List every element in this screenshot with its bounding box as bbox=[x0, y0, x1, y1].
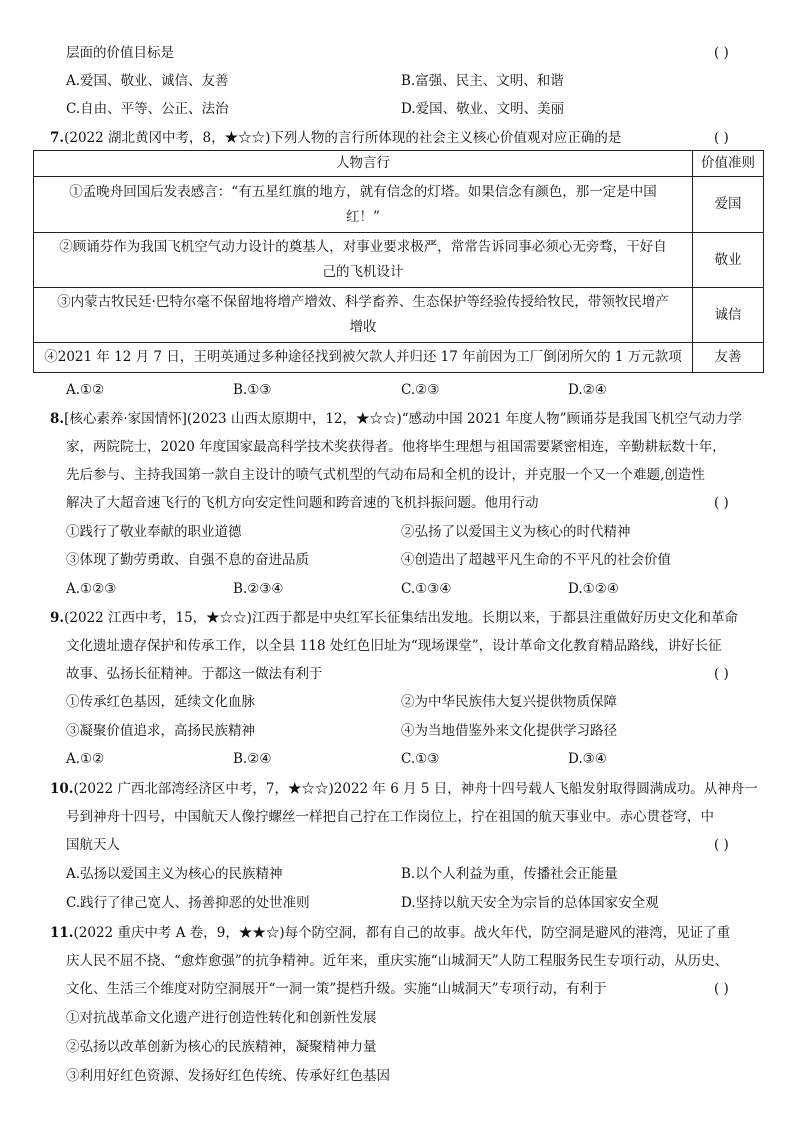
q6-answer-paren: ( ) bbox=[714, 45, 729, 61]
q10-stem-text: (2022 广西北部湾经济区中考，7，★☆☆)2022 年 6 月 5 日，神舟十四号载人飞船发射取得圆满成功。从神舟一 bbox=[73, 781, 758, 797]
table-cell-value: 友善 bbox=[693, 343, 764, 373]
q9-statement-1: ①传承红色基因，延续文化血脉 bbox=[66, 694, 255, 710]
q10-answer-paren: ( ) bbox=[714, 837, 729, 853]
q11-stem-line: 文化、生活三个维度对防空洞展开“一洞一策”提档升级。实施“山城洞天”专项行动，有利于 bbox=[66, 981, 607, 997]
q8-stem-text: [核心素养·家国情怀](2023 山西太原期中，12，★☆☆)“感动中国 2021 年度人物”顾诵芬是我国飞机空气动力学 bbox=[64, 411, 743, 427]
q7-option-d: D.②④ bbox=[568, 382, 607, 398]
q8-statement-2: ②弘扬了以爱国主义为核心的时代精神 bbox=[401, 524, 631, 540]
q7-table bbox=[33, 150, 764, 373]
q8-answer-paren: ( ) bbox=[714, 495, 729, 511]
q7-option-a: A.①② bbox=[66, 382, 105, 398]
q11-statement-3: ③利用好红色资源、发扬好红色传统、传承好红色基因 bbox=[66, 1068, 390, 1084]
q8-stem-line bbox=[50, 410, 742, 428]
q10-stem-line bbox=[50, 780, 758, 798]
deed-line: 增收 bbox=[349, 319, 377, 335]
q8-stem-line: 家，两院院士，2020 年度国家最高科学技术奖获得者。他将毕生理想与祖国需要紧密相连，辛勤耕耘数十年， bbox=[66, 439, 726, 455]
q8-stem-line: 先后参与、主持我国第一款自主设计的喷气式机型的气动布局和全机的设计，并克服一个又一个难题,创造性 bbox=[66, 467, 705, 483]
q9-answer-paren: ( ) bbox=[714, 666, 729, 682]
q6-option-d: D.爱国、敬业、文明、美丽 bbox=[401, 101, 565, 117]
q10-option-b: B.以个人利益为重，传播社会正能量 bbox=[401, 866, 618, 882]
table-cell-deed bbox=[34, 177, 693, 233]
q9-statement-4: ④为当地借鉴外来文化提供学习路径 bbox=[401, 723, 617, 739]
q10-number: 10. bbox=[50, 781, 74, 797]
table-cell-deed bbox=[34, 233, 693, 288]
q11-number: 11. bbox=[50, 925, 74, 941]
q8-option-a: A.①②③ bbox=[66, 581, 117, 597]
q7-answer-paren: ( ) bbox=[714, 130, 729, 146]
q8-option-b: B.②③④ bbox=[233, 581, 284, 597]
q10-stem-line: 号到神舟十四号，中国航天人像拧螺丝一样把自己拧在工作岗位上，拧在祖国的航天事业中。赤心贯苍穹，中 bbox=[66, 809, 714, 825]
q8-option-d: D.①②④ bbox=[568, 581, 619, 597]
deed-line: ④2021 年 12 月 7 日，王明英通过多种途径找到被欠款人并归还 17 年前因为工厂倒闭所欠的 1 万元款项 bbox=[44, 349, 682, 365]
q7-stem bbox=[50, 129, 621, 147]
q11-stem-text: (2022 重庆中考 A 卷，9，★★☆)每个防空洞，都有自己的故事。战火年代，防空洞是避风的港湾，见证了重 bbox=[73, 925, 731, 941]
table-header-value: 价值准则 bbox=[693, 151, 764, 177]
q11-stem-line: 庆人民不屈不挠、“愈炸愈强”的抗争精神。近年来，重庆实施“山城洞天”人防工程服务民生专项行动，从历史、 bbox=[66, 953, 729, 969]
q8-statement-4: ④创造出了超越平凡生命的不平凡的社会价值 bbox=[401, 552, 671, 568]
q9-option-d: D.③④ bbox=[568, 751, 607, 767]
q6-option-c: C.自由、平等、公正、法治 bbox=[66, 101, 229, 117]
table-cell-deed bbox=[34, 288, 693, 343]
q8-option-c: C.①③④ bbox=[401, 581, 452, 597]
table-row bbox=[34, 233, 764, 288]
q7-option-b: B.①③ bbox=[233, 382, 272, 398]
q9-stem-line bbox=[50, 609, 738, 627]
deed-line: ①孟晚舟回国后发表感言：“有五星红旗的地方，就有信念的灯塔。如果信念有颜色，那一定是中国 bbox=[69, 183, 657, 200]
q11-statement-1: ①对抗战革命文化遗产进行创造性转化和创新性发展 bbox=[66, 1010, 377, 1026]
deed-line: ③内蒙古牧民廷·巴特尔毫不保留地将增产增效、科学畜养、生态保护等经验传授给牧民，带领牧民增产 bbox=[57, 294, 669, 310]
deed-line: 己的飞机设计 bbox=[322, 264, 404, 280]
q9-stem-line: 故事、弘扬长征精神。于都这一做法有利于 bbox=[66, 666, 323, 682]
q6-option-b: B.富强、民主、文明、和谐 bbox=[401, 73, 564, 89]
q10-option-d: D.坚持以航天安全为宗旨的总体国家安全观 bbox=[401, 895, 659, 911]
q9-option-a: A.①② bbox=[66, 751, 105, 767]
q9-stem-text: (2022 江西中考，15，★☆☆)江西于都是中央红军长征集结出发地。长期以来，于都县注重做好历史文化和革命 bbox=[64, 610, 738, 626]
q11-stem-line bbox=[50, 924, 730, 942]
q7-number: 7. bbox=[50, 130, 65, 146]
table-row bbox=[34, 177, 764, 233]
q9-stem-line: 文化遗址遗存保护和传承工作，以全县 118 处红色旧址为“现场课堂”，设计革命文化教育精品路线，讲好长征 bbox=[66, 638, 722, 654]
q6-stem-tail: 层面的价值目标是 bbox=[66, 45, 174, 61]
deed-line: 红！” bbox=[346, 208, 380, 225]
table-cell-deed bbox=[34, 343, 693, 373]
q9-option-c: C.①③ bbox=[401, 751, 440, 767]
q8-statement-1: ①践行了敬业奉献的职业道德 bbox=[66, 524, 242, 540]
q8-statement-3: ③体现了勤劳勇敢、自强不息的奋进品质 bbox=[66, 552, 309, 568]
q8-number: 8. bbox=[50, 411, 65, 427]
q11-statement-2: ②弘扬以改革创新为核心的民族精神，凝聚精神力量 bbox=[66, 1039, 377, 1055]
q10-option-a: A.弘扬以爱国主义为核心的民族精神 bbox=[66, 866, 283, 882]
table-cell-value: 敬业 bbox=[693, 233, 764, 288]
table-header-deeds: 人物言行 bbox=[34, 151, 693, 177]
q11-answer-paren: ( ) bbox=[714, 981, 729, 997]
q8-stem-line: 解决了大超音速飞行的飞机方向安定性问题和跨音速的飞机抖振问题。他用行动 bbox=[66, 495, 539, 511]
q9-number: 9. bbox=[50, 610, 65, 626]
table-cell-value: 爱国 bbox=[693, 177, 764, 233]
q6-option-a: A.爱国、敬业、诚信、友善 bbox=[66, 73, 229, 89]
q7-option-c: C.②③ bbox=[401, 382, 440, 398]
deed-line: ②顾诵芬作为我国飞机空气动力设计的奠基人，对事业要求极严，常常告诉同事必须心无旁骛，干好自 bbox=[59, 239, 667, 255]
q7-stem-text: (2022 湖北黄冈中考，8，★☆☆)下列人物的言行所体现的社会主义核心价值观对应正确的是 bbox=[64, 130, 622, 146]
table-cell-value: 诚信 bbox=[693, 288, 764, 343]
q9-statement-3: ③凝聚价值追求，高扬民族精神 bbox=[66, 723, 255, 739]
q10-stem-line: 国航天人 bbox=[66, 837, 120, 853]
q10-option-c: C.践行了律己宽人、扬善抑恶的处世准则 bbox=[66, 895, 310, 911]
table-header-row bbox=[34, 151, 764, 177]
table-row bbox=[34, 343, 764, 373]
q9-statement-2: ②为中华民族伟大复兴提供物质保障 bbox=[401, 694, 617, 710]
q9-option-b: B.②④ bbox=[233, 751, 272, 767]
table-row bbox=[34, 288, 764, 343]
